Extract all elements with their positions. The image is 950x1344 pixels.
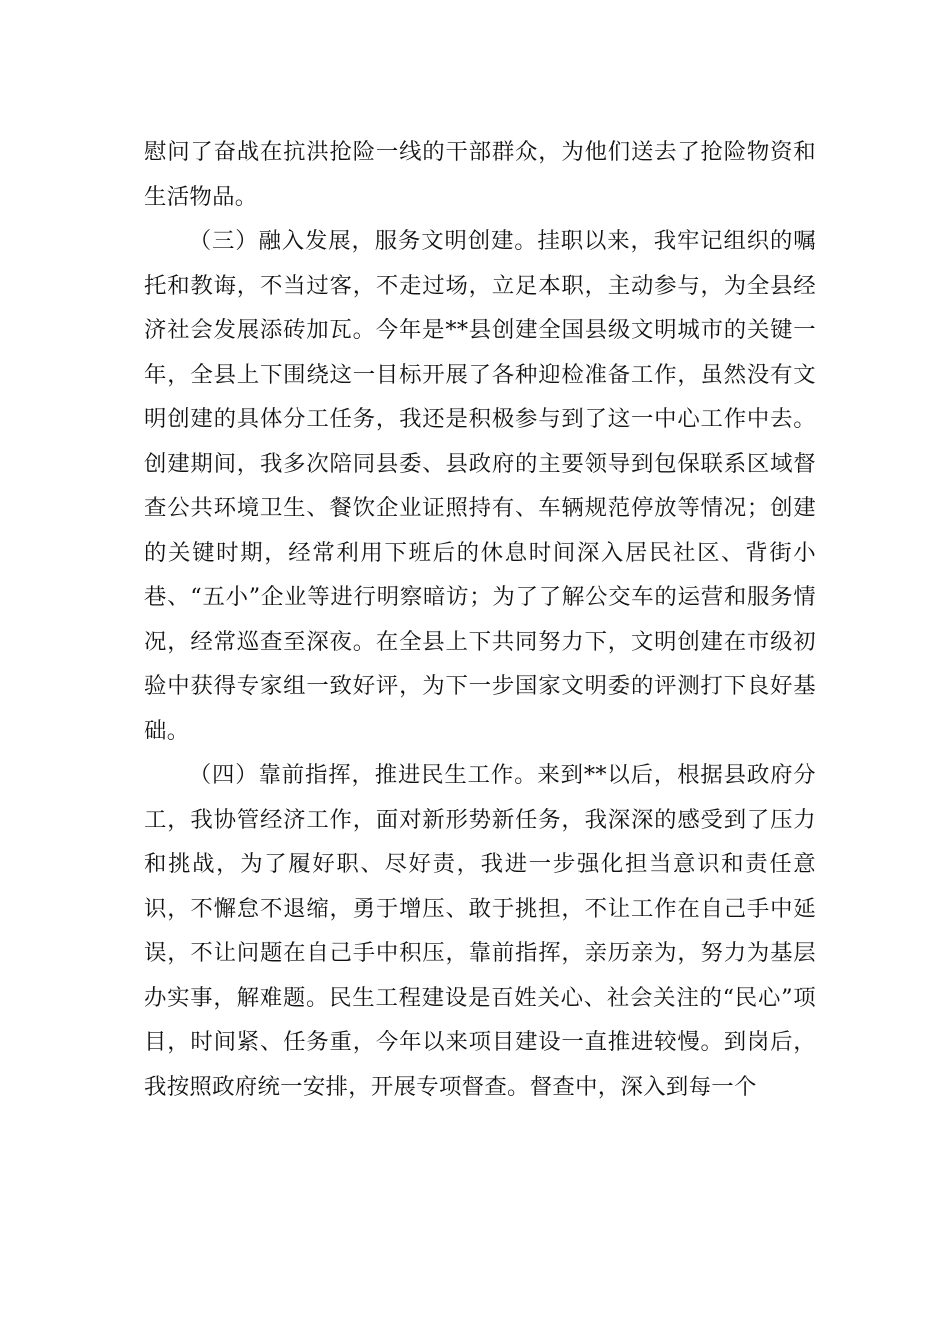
body-text [144,130,816,1109]
paragraph-continuation: 慰问了奋战在抗洪抢险一线的干部群众，为他们送去了抢险物资和生活物品。 [144,139,816,210]
paragraph-section-four: （四）靠前指挥，推进民生工作。来到**以后，根据县政府分工，我协管经济工作，面对新形势新任务，我深深的感受到了压力和挑战，为了履好职、尽好责，我进一步强化担当意识和责任意识，不懈怠不退缩，勇于增压、敢于挑担，不让工作在自己手中延误，不让问题在自己手中积压，靠前指挥，亲历亲为，努力为基层办实事，解难题。民生工程建设是百姓关心、社会关注的“民心”项目，时间紧、任务重，今年以来项目建设一直推进较慢。到岗后，我按照政府统一安排，开展专项督查。督查中，深入到每一个 [144,762,816,1100]
paragraph-section-three: （三）融入发展，服务文明创建。挂职以来，我牢记组织的嘱托和教诲，不当过客，不走过场，立足本职，主动参与，为全县经济社会发展添砖加瓦。今年是**县创建全国县级文明城市的关键一年，全县上下围绕这一目标开展了各种迎检准备工作，虽然没有文明创建的具体分工任务，我还是积极参与到了这一中心工作中去。创建期间，我多次陪同县委、县政府的主要领导到包保联系区域督查公共环境卫生、餐饮企业证照持有、车辆规范停放等情况；创建的关键时期，经常利用下班后的休息时间深入居民社区、背街小巷、“五小”企业等进行明察暗访；为了了解公交车的运营和服务情况，经常巡查至深夜。在全县上下共同努力下，文明创建在市级初验中获得专家组一致好评，为下一步国家文明委的评测打下良好基础。 [144,228,816,744]
